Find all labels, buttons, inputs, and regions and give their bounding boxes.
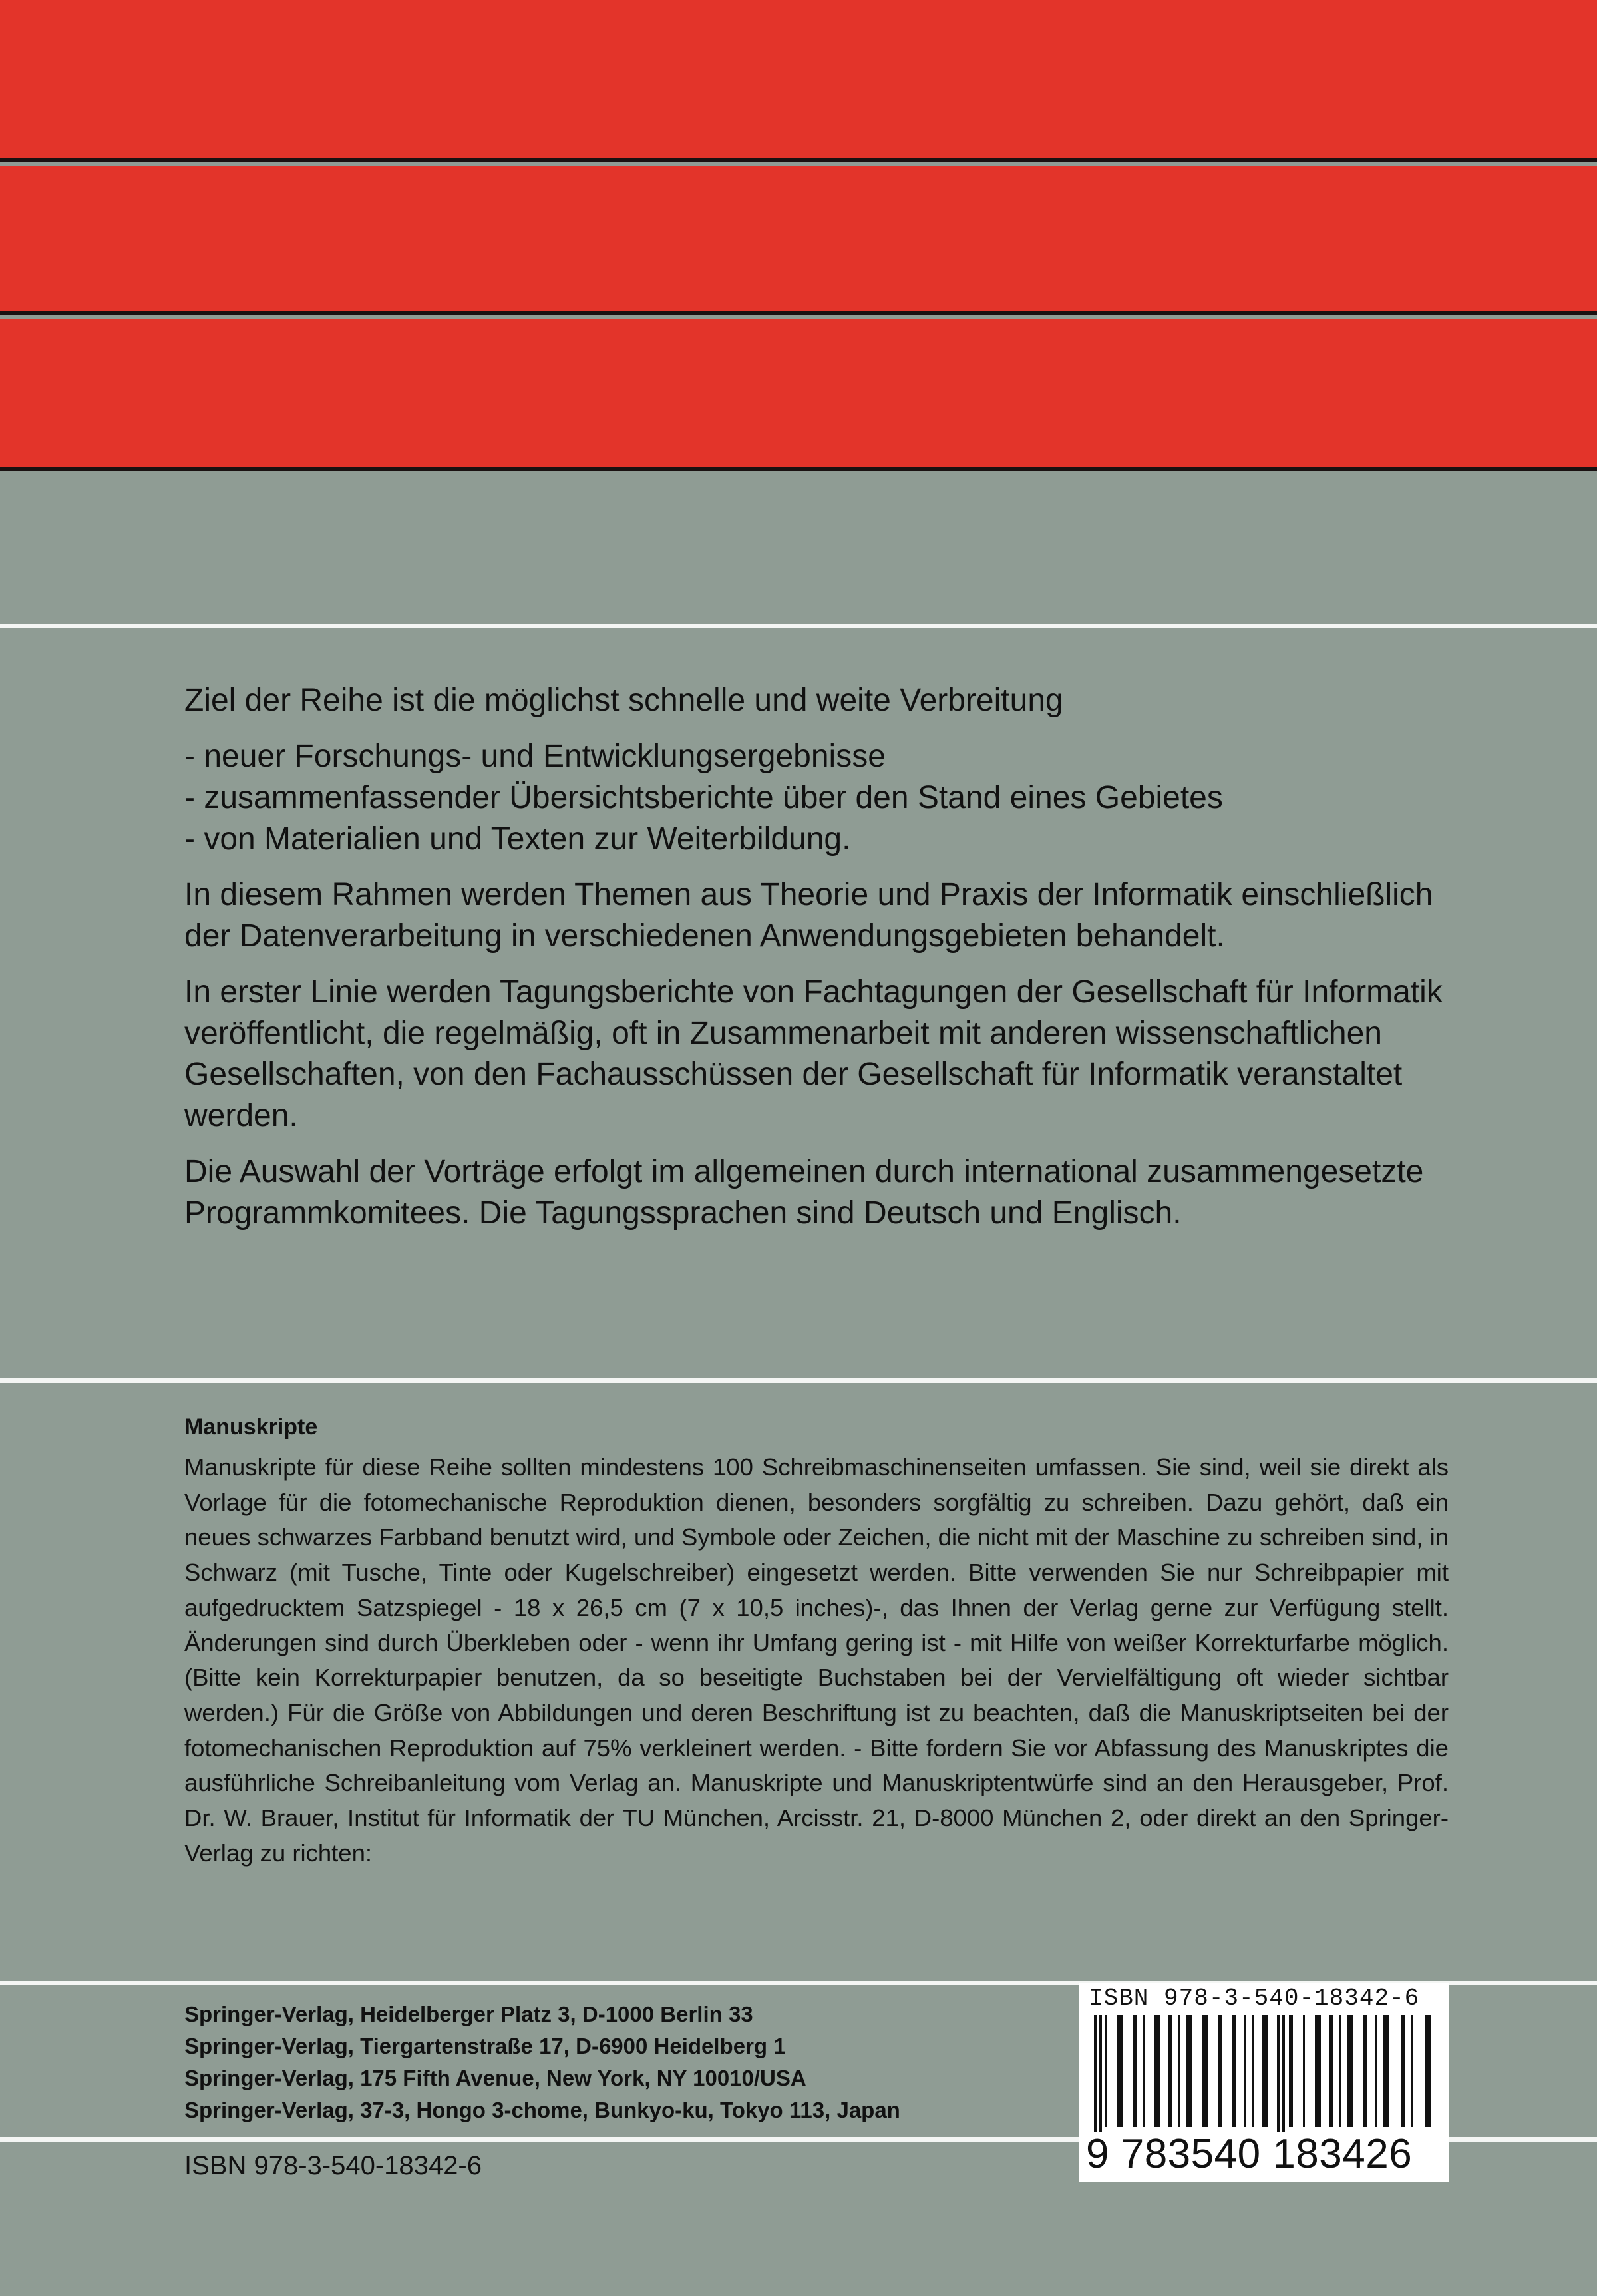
list-item: - neuer Forschungs- und Entwicklungsergebnisse — [184, 739, 886, 774]
barcode-bar — [1244, 2015, 1246, 2127]
barcode-bar — [1303, 2015, 1305, 2127]
red-band-bottom — [0, 319, 1597, 467]
barcode-isbn-caption: ISBN 978-3-540-18342-6 — [1089, 1985, 1420, 2012]
isbn-number: ISBN 978-3-540-18342-6 — [184, 2151, 482, 2180]
barcode-bar — [1186, 2015, 1192, 2127]
list-item: - von Materialien und Texten zur Weiterbildung. — [184, 821, 851, 857]
barcode-bar — [1262, 2015, 1268, 2127]
divider-dark — [0, 311, 1597, 315]
barcode-bar — [1329, 2015, 1333, 2127]
barcode-bar — [1401, 2015, 1405, 2127]
bullet-list — [184, 736, 1449, 860]
barcode-bars — [1090, 2015, 1436, 2132]
list-item: - zusammenfassender Übersichtsberichte über den Stand eines Gebietes — [184, 780, 1223, 815]
barcode-bar — [1289, 2015, 1293, 2127]
barcode-bar — [1252, 2015, 1254, 2127]
barcode-bar — [1218, 2015, 1222, 2127]
paragraph-scope: In diesem Rahmen werden Themen aus Theorie und Praxis der Informatik einschließlich der Datenverarbeitung in verschiedenen Anwendungsgebieten behandelt. — [184, 877, 1433, 954]
paragraph-proceedings: In erster Linie werden Tagungsberichte von Fachtagungen der Gesellschaft für Informatik veröffentlicht, die regelmäßig, oft in Zusammenarbeit mit anderen wissenschaftlichen Gesellschaften, von den Fachausschüssen der Gesellschaft für Informatik veranstaltet werden. — [184, 974, 1443, 1133]
barcode-bar — [1105, 2015, 1107, 2127]
barcode-bar — [1232, 2015, 1236, 2127]
publisher-addresses — [184, 1999, 1063, 2126]
barcode-digits: 9 783540 183426 — [1086, 2131, 1413, 2177]
barcode-bar — [1154, 2015, 1160, 2127]
red-band-middle — [0, 166, 1597, 311]
address-line: Springer-Verlag, Tiergartenstraße 17, D-6900 Heidelberg 1 — [184, 2034, 786, 2058]
barcode-bar — [1411, 2015, 1413, 2127]
barcode-bar — [1117, 2015, 1123, 2127]
manuscripts-heading: Manuskripte — [184, 1414, 318, 1439]
address-line: Springer-Verlag, 37-3, Hongo 3-chome, Bunkyo-ku, Tokyo 113, Japan — [184, 2098, 900, 2122]
barcode-bar — [1178, 2015, 1180, 2127]
barcode-bar — [1094, 2015, 1097, 2132]
red-band-top — [0, 0, 1597, 158]
paragraph-selection: Die Auswahl der Vorträge erfolgt im allgemeinen durch international zusammengesetzte Programmkomitees. Die Tagungssprachen sind Deutsch und Englisch. — [184, 1154, 1424, 1231]
barcode-bar — [1339, 2015, 1341, 2127]
barcode-bar — [1347, 2015, 1353, 2127]
address-line: Springer-Verlag, Heidelberger Platz 3, D-1000 Berlin 33 — [184, 2002, 753, 2026]
divider-dark — [0, 158, 1597, 162]
barcode-bar — [1425, 2015, 1431, 2127]
barcode-bar — [1202, 2015, 1208, 2127]
barcode-bar — [1282, 2015, 1285, 2132]
divider-light — [0, 624, 1597, 628]
manuscripts-body: Manuskripte für diese Reihe sollten mindestens 100 Schreibmaschinenseiten umfassen. Sie sind, weil sie direkt als Vorlage für die fotomechanische Reproduktion dienen, besonders sorgfältig zu schreiben. Dazu gehört, daß ein neues schwarzes Farbband benutzt wird, und Symbole oder Zeichen, die nicht mit der Maschine zu schreiben sind, in Schwarz (mit Tusche, Tinte oder Kugelschreiber) eingesetzt werden. Bitte verwenden Sie nur Schreibpapier mit aufgedrucktem Satzspiegel - 18 x 26,5 cm (7 x 10,5 inches)-, das Ihnen der Verlag gerne zur Verfügung stellt. Änderungen sind durch Überkleben oder - wenn ihr Umfang gering ist - mit Hilfe von weißer Korrekturfarbe möglich. (Bitte kein Korrekturpapier benutzen, da so beseitigte Buchstaben bei der Vervielfältigung oft wieder sichtbar werden.) Für die Größe von Abbildungen und deren Beschriftung ist zu beachten, daß die Manuskriptseiten bei der fotomechanischen Reproduktion auf 75% verkleinert werden. - Bitte fordern Sie vor Abfassung des Manuskriptes die ausführliche Schreibanleitung vom Verlag an. Manuskripte und Manuskriptentwürfe sind an den Herausgeber, Prof. Dr. W. Brauer, Institut für Informatik der TU München, Arcisstr. 21, D-8000 München 2, oder direkt an den Springer-Verlag zu richten: — [184, 1453, 1449, 1867]
barcode-bar — [1133, 2015, 1137, 2127]
address-line: Springer-Verlag, 175 Fifth Avenue, New York, NY 10010/USA — [184, 2066, 806, 2090]
divider-light — [0, 1378, 1597, 1383]
barcode-bar — [1277, 2015, 1280, 2132]
divider-dark — [0, 467, 1597, 471]
series-lead: Ziel der Reihe ist die möglichst schnelle und weite Verbreitung — [184, 683, 1063, 718]
barcode-bar — [1315, 2015, 1321, 2127]
barcode-bar — [1168, 2015, 1172, 2127]
barcode-bar — [1383, 2015, 1389, 2127]
barcode-bar — [1363, 2015, 1367, 2127]
barcode-bar — [1375, 2015, 1377, 2127]
barcode-bar — [1099, 2015, 1102, 2132]
series-description — [184, 680, 1449, 1248]
barcode-label — [1079, 1983, 1449, 2182]
manuscripts-section — [184, 1410, 1449, 1871]
barcode-bar — [1143, 2015, 1145, 2127]
